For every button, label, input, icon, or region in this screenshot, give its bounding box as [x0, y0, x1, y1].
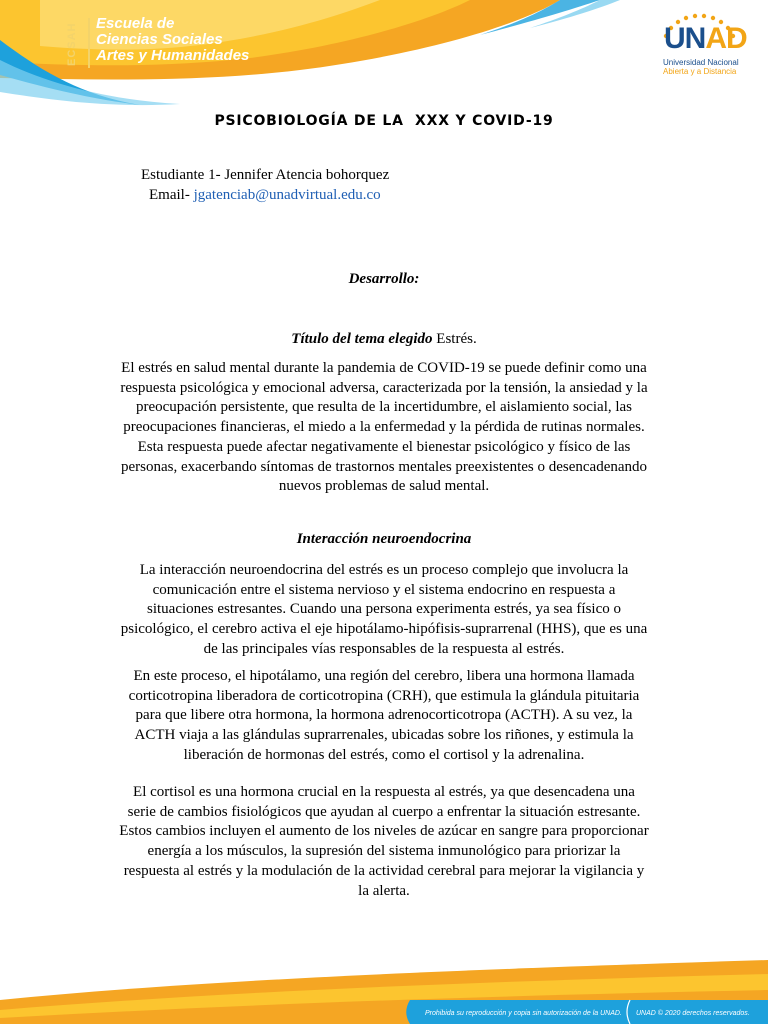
document-title: PSICOBIOLOGÍA DE LA XXX Y COVID-19 [214, 113, 554, 129]
paragraph-line: respuesta psicológica y emocional adversa, caracterizada por la tensión, la ansiedad y la [120, 379, 648, 396]
paragraph-line: Estos cambios incluyen el aumento de los niveles de azúcar en sangre para proporcionar [119, 823, 649, 840]
topic-line [104, 330, 664, 350]
paragraph-line: para que libere otra hormona, la hormona adrenocorticotropa (ACTH). A su vez, la [135, 707, 633, 724]
paragraph-line: situaciones estresantes. Cuando una persona experimenta estrés, ya sea físico o [146, 601, 621, 618]
school-line: Escuela de [96, 15, 175, 32]
unad-subtitle-line1: Universidad Nacional [663, 58, 739, 67]
email-link[interactable]: jgatenciab@unadvirtual.edu.co [193, 187, 381, 203]
paragraph-line: comunicación entre el sistema nervioso y el sistema endocrino en respuesta a [152, 581, 616, 598]
paragraph-line: nuevos problemas de salud mental. [278, 478, 490, 495]
unad-wordmark [664, 22, 747, 56]
paragraph-line: En este proceso, el hipotálamo, una región del cerebro, libera una hormona llamada [133, 668, 635, 684]
paragraph-cortisol [104, 783, 664, 901]
logo-divider [88, 18, 90, 68]
school-name [96, 16, 249, 64]
footer-notice: Prohibida su reproducción y copia sin autorización de la UNAD. [425, 1010, 622, 1017]
paragraph-line: corticotropina liberadora de corticotropina (CRH), que estimula la glándula pituitaria [128, 687, 640, 704]
paragraph-line: serie de cambios fisiológicos que ayudan al cuerpo a enfrentar la situación estresante. [127, 803, 641, 820]
paragraph-line: preocupación persistente, que resulta de la incertidumbre, el aislamiento social, las [135, 399, 633, 416]
paragraph-line: psicológico, el cerebro activa el eje hipotálamo-hipófisis-suprarrenal (HHS), que es una [120, 621, 648, 638]
paragraph-line: La interacción neuroendocrina del estrés es un proceso complejo que involucra la [139, 562, 629, 578]
school-line: Artes y Humanidades [96, 47, 250, 64]
paragraph-interaccion [104, 561, 664, 660]
paragraph-line: liberación de hormonas del estrés, como el cortisol y la adrenalina. [183, 746, 585, 763]
paragraph-line: personas, exacerbando síntomas de trastornos mentales preexistentes o desencadenando [120, 458, 648, 475]
paragraph-line: Esta respuesta puede afectar negativamente el bienestar psicológico y físico de las [137, 438, 631, 455]
unad-subtitle [663, 58, 739, 76]
unad-word-un: UN [664, 22, 706, 55]
footer-copyright: UNAD © 2020 derechos reservados. [636, 1010, 750, 1017]
email-label: Email- [149, 187, 194, 203]
paragraph-line: energía a los músculos, la supresión del sistema inmunológico para priorizar la [147, 843, 621, 860]
topic-label: Título del tema elegido [291, 331, 433, 347]
section-heading-desarrollo: Desarrollo: [348, 271, 420, 287]
paragraph-line: de las principales vías responsables de la respuesta al estrés. [203, 640, 565, 657]
ecsah-logo-text: ECSAH [66, 22, 78, 66]
paragraph-line: ACTH viaja a las glándulas suprarrenales, ubicadas sobre los riñones, y estimula la [134, 727, 634, 744]
topic-value: Estrés. [432, 331, 477, 347]
student-line: Estudiante 1- Jennifer Atencia bohorquez [141, 167, 390, 183]
unad-word-ad: AD [705, 22, 747, 55]
paragraph-line: El estrés en salud mental durante la pandemia de COVID-19 se puede definir como una [121, 360, 647, 376]
paragraph-line: El cortisol es una hormona crucial en la respuesta al estrés, ya que desencadena una [133, 784, 635, 800]
paragraph-estres [104, 359, 664, 497]
school-line: Ciencias Sociales [96, 31, 223, 48]
unad-subtitle-line2: Abierta y a Distancia [663, 67, 737, 76]
paragraph-hipotalamo [104, 667, 664, 766]
paragraph-line: preocupaciones financieras, el miedo a la enfermedad y la pérdida de rutinas normales. [123, 419, 645, 436]
paragraph-line: la alerta. [358, 882, 410, 899]
student-email [149, 185, 381, 205]
paragraph-line: respuesta al estrés y la modulación de la actividad cerebral para mejorar la vigilancia y [123, 862, 645, 879]
section-heading-interaccion: Interacción neuroendocrina [296, 531, 472, 547]
